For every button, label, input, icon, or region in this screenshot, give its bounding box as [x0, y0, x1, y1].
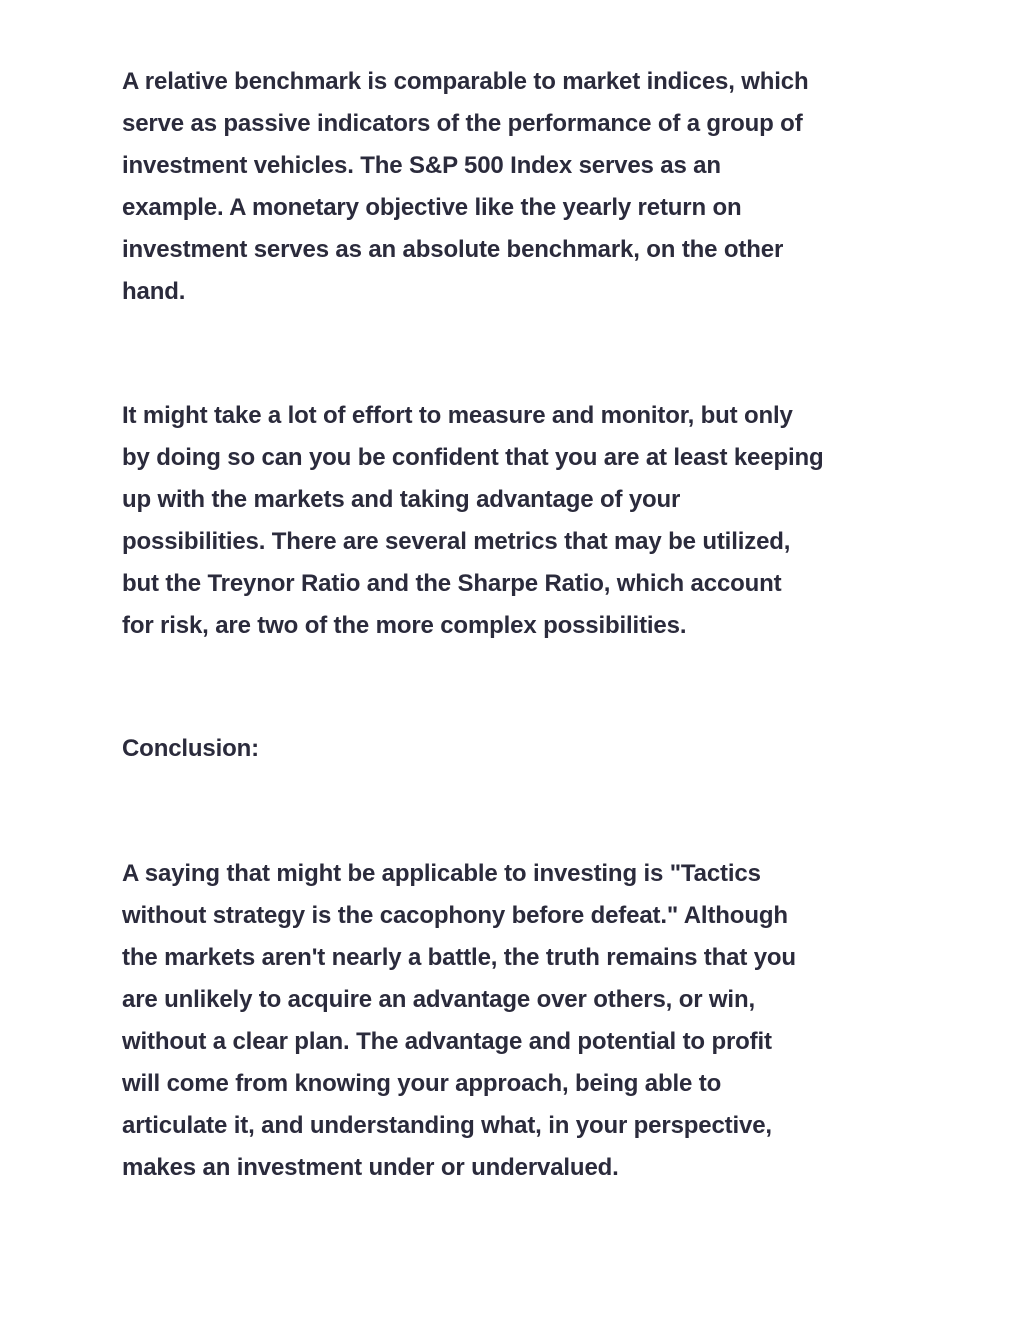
paragraph-measurement: It might take a lot of effort to measure and monitor, but only by doing so can you be confident that you are at least keeping up with the markets and taking advantage of your possibilities. There are several metrics that may be utilized, but the Treynor Ratio and the Sharpe Ratio, which account for risk, are two of the more complex possibilities. [122, 402, 824, 639]
paragraph-benchmarks: A relative benchmark is comparable to market indices, which serve as passive indicators of the performance of a group of investment vehicles. The S&P 500 Index serves as an example. A monetary objective like the yearly return on investment serves as an absolute benchmark, on the other hand. [122, 68, 809, 305]
paragraph-conclusion: A saying that might be applicable to investing is "Tactics without strategy is the cacophony before defeat." Although the markets aren't nearly a battle, the truth remains that you are unlikely to acquire an advantage over others, or win, without a clear plan. The advantage and potential to profit will come from knowing your approach, being able to articulate it, and understanding what, in your perspective, makes an investment under or undervalued. [122, 860, 796, 1181]
conclusion-heading: Conclusion: [122, 735, 260, 762]
